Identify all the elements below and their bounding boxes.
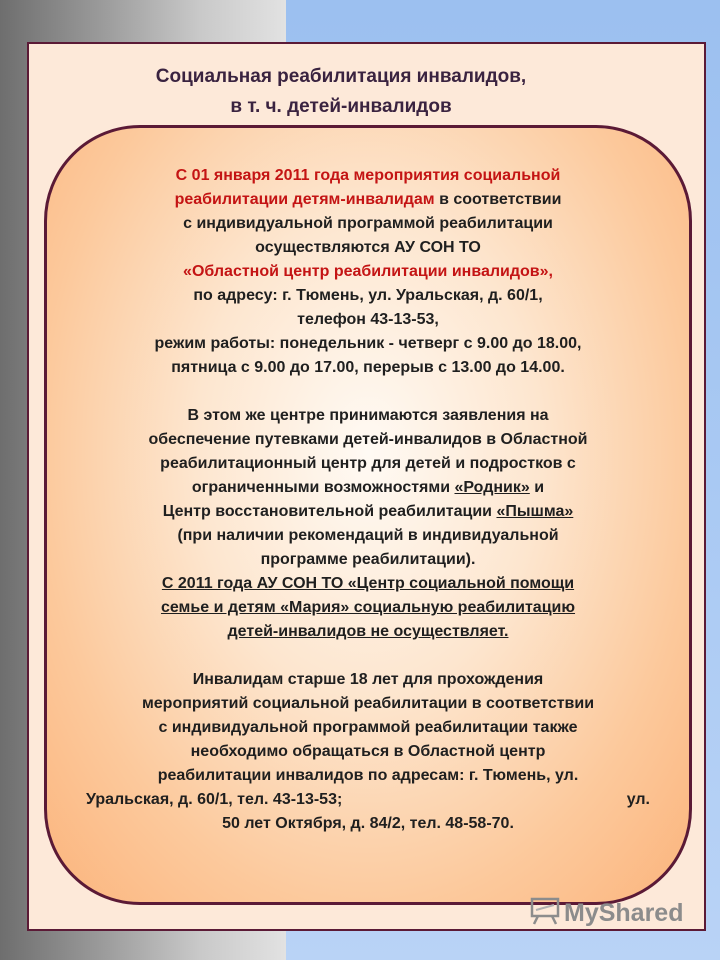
- text-line: программе реабилитации).: [260, 551, 476, 568]
- text-segment: в соответствии: [434, 191, 562, 208]
- paragraph-rehabilitation-center: [72, 164, 664, 380]
- text-line: В этом же центре принимаются заявления на: [187, 407, 549, 424]
- schedule-line: пятница с 9.00 до 17.00, перерыв с 13.00 до 14.00.: [171, 359, 565, 376]
- title-line-1: Социальная реабилитация инвалидов,: [155, 66, 527, 87]
- text-line: [72, 188, 664, 212]
- text-line: (при наличии рекомендаций в индивидуальной: [177, 527, 559, 544]
- address-line: 50 лет Октября, д. 84/2, тел. 48-58-70.: [222, 815, 514, 832]
- pyshma-link[interactable]: «Пышма»: [496, 503, 574, 520]
- paragraph-gap: [72, 380, 664, 404]
- text-line: с индивидуальной программой реабилитации также: [158, 719, 578, 736]
- highlight-children: реабилитации детям-инвалидам: [174, 191, 435, 208]
- phone-line: телефон 43-13-53,: [297, 311, 439, 328]
- text-segment: ул.: [626, 791, 650, 808]
- slide-title: [0, 62, 682, 122]
- paragraph-adults: [72, 668, 664, 836]
- content-text: [72, 164, 664, 836]
- notice-line: семье и детям «Мария» социальную реабилитацию: [160, 599, 576, 616]
- text-line: реабилитационный центр для детей и подростков с: [160, 455, 576, 472]
- text-line: с индивидуальной программой реабилитации: [183, 215, 553, 232]
- paragraph-vouchers: [72, 404, 664, 644]
- text-segment: ограниченными возможностями: [191, 479, 455, 496]
- schedule-line: режим работы: понедельник - четверг с 9.00 до 18.00,: [154, 335, 582, 352]
- text-line: С 01 января 2011 года мероприятия социальной: [175, 167, 561, 184]
- center-name: «Областной центр реабилитации инвалидов»,: [183, 263, 553, 280]
- text-line: необходимо обращаться в Областной центр: [190, 743, 546, 760]
- presentation-board-icon: [530, 896, 560, 931]
- text-line: Инвалидам старше 18 лет для прохождения: [192, 671, 544, 688]
- paragraph-gap: [72, 644, 664, 668]
- text-line: мероприятий социальной реабилитации в соответствии: [141, 695, 595, 712]
- text-line: реабилитации инвалидов по адресам: г. Тюмень, ул.: [157, 767, 579, 784]
- text-segment: Уральская, д. 60/1, тел. 43-13-53;: [86, 791, 343, 808]
- text-line: [72, 476, 664, 500]
- notice-line: детей-инвалидов не осуществляет.: [227, 623, 509, 640]
- watermark: [530, 895, 683, 931]
- address-line: по адресу: г. Тюмень, ул. Уральская, д. 60/1,: [193, 287, 543, 304]
- text-line: обеспечение путевками детей-инвалидов в Областной: [148, 431, 588, 448]
- text-line: осуществляются АУ СОН ТО: [255, 239, 481, 256]
- notice-line: С 2011 года АУ СОН ТО «Центр социальной помощи: [161, 575, 575, 592]
- rodnik-link[interactable]: «Родник»: [454, 479, 530, 496]
- text-segment: Центр восстановительной реабилитации: [162, 503, 497, 520]
- title-line-2: в т. ч. детей-инвалидов: [230, 96, 452, 117]
- text-line: [72, 500, 664, 524]
- text-segment: и: [529, 479, 545, 496]
- address-line: [72, 788, 664, 812]
- watermark-text: MyShared: [564, 898, 684, 927]
